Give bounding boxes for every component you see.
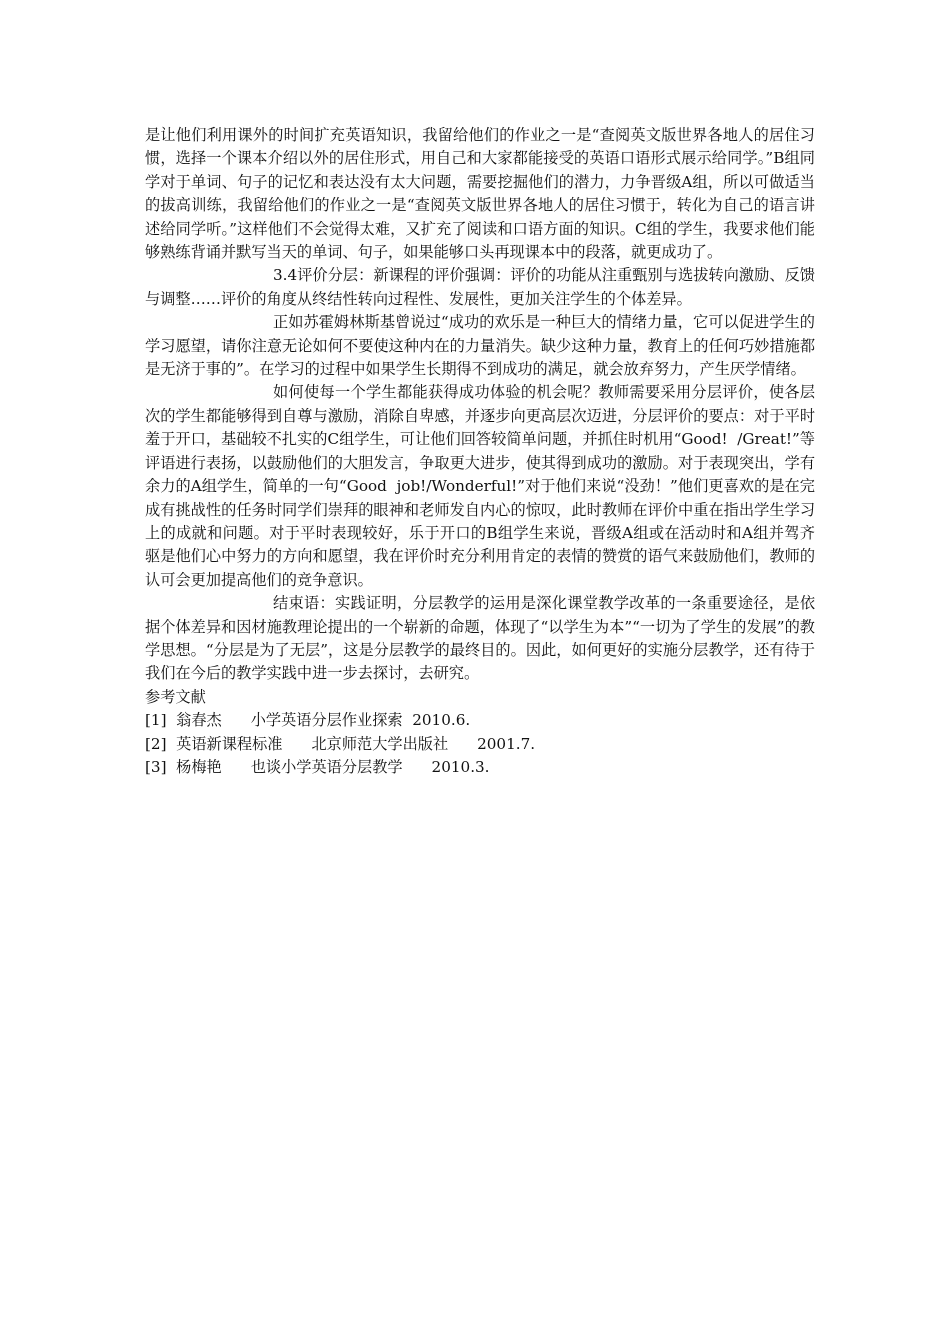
reference-item: [2] 英语新课程标准 北京师范大学出版社 2001.7. xyxy=(145,734,536,753)
paragraph-sukhomlinsky-quote: 正如苏霍姆林斯基曾说过“成功的欢乐是一种巨大的情绪力量，它可以促进学生的学习愿望，请你注意无论如何不要使这种内在的力量消失。缺少这种力量，教育上的任何巧妙措施都是无济于事的”。在学习的过程中如果学生长期得不到成功的满足，就会放弃努力，产生厌学情绪。 xyxy=(145,313,815,379)
reference-item: [3] 杨梅艳 也谈小学英语分层教学 2010.3. xyxy=(145,757,490,776)
references-title: 参考文献 xyxy=(145,687,206,706)
paragraph-conclusion: 结束语：实践证明，分层教学的运用是深化课堂教学改革的一条重要途径，是依据个体差异和因材施教理论提出的一个崭新的命题，体现了“以学生为本”“一切为了学生的发展”的教学思想。“分层是为了无层”，这是分层教学的最终目的。因此，如何更好的实施分层教学，还有待于我们在今后的教学实践中进一步去探讨，去研究。 xyxy=(145,594,815,683)
paragraph-evaluation-layering: 3.4评价分层：新课程的评价强调：评价的功能从注重甄别与选拔转向激励、反馈与调整……评价的角度从终结性转向过程性、发展性，更加关注学生的个体差异。 xyxy=(145,266,815,308)
references-list xyxy=(145,709,815,779)
paragraph-homework: 是让他们利用课外的时间扩充英语知识，我留给他们的作业之一是“查阅英文版世界各地人的居住习惯，选择一个课本介绍以外的居住形式，用自己和大家都能接受的英语口语形式展示给同学。”B组同学对于单词、句子的记忆和表达没有太大问题，需要挖掘他们的潜力，力争晋级A组，所以可做适当的拔高训练，我留给他们的作业之一是“查阅英文版世界各地人的居住习惯于，转化为自己的语言讲述给同学听。”这样他们不会觉得太难，又扩充了阅读和口语方面的知识。C组的学生，我要求他们能够熟练背诵并默写当天的单词、句子，如果能够口头再现课本中的段落，就更成功了。 xyxy=(145,126,815,262)
document-body xyxy=(145,124,815,779)
paragraph-layered-evaluation: 如何使每一个学生都能获得成功体验的机会呢？教师需要采用分层评价，使各层次的学生都能够得到自尊与激励，消除自卑感，并逐步向更高层次迈进，分层评价的要点：对于平时羞于开口，基础较不扎实的C组学生，可让他们回答较简单问题，并抓住时机用“Good! /Great!”等评语进行表扬，以鼓励他们的大胆发言，争取更大进步，使其得到成功的激励。对于表现突出，学有余力的A组学生，简单的一句“Good job!/Wonderful!”对于他们来说“没劲！”他们更喜欢的是在完成有挑战性的任务时同学们崇拜的眼神和老师发自内心的惊叹，此时教师在评价中重在指出学生学习上的成就和问题。对于平时表现较好，乐于开口的B组学生来说，晋级A组或在活动时和A组并驾齐驱是他们心中努力的方向和愿望，我在评价时充分利用肯定的表情的赞赏的语气来鼓励他们，教师的认可会更加提高他们的竞争意识。 xyxy=(145,383,815,589)
reference-item: [1] 翁春杰 小学英语分层作业探索 2010.6. xyxy=(145,711,471,730)
